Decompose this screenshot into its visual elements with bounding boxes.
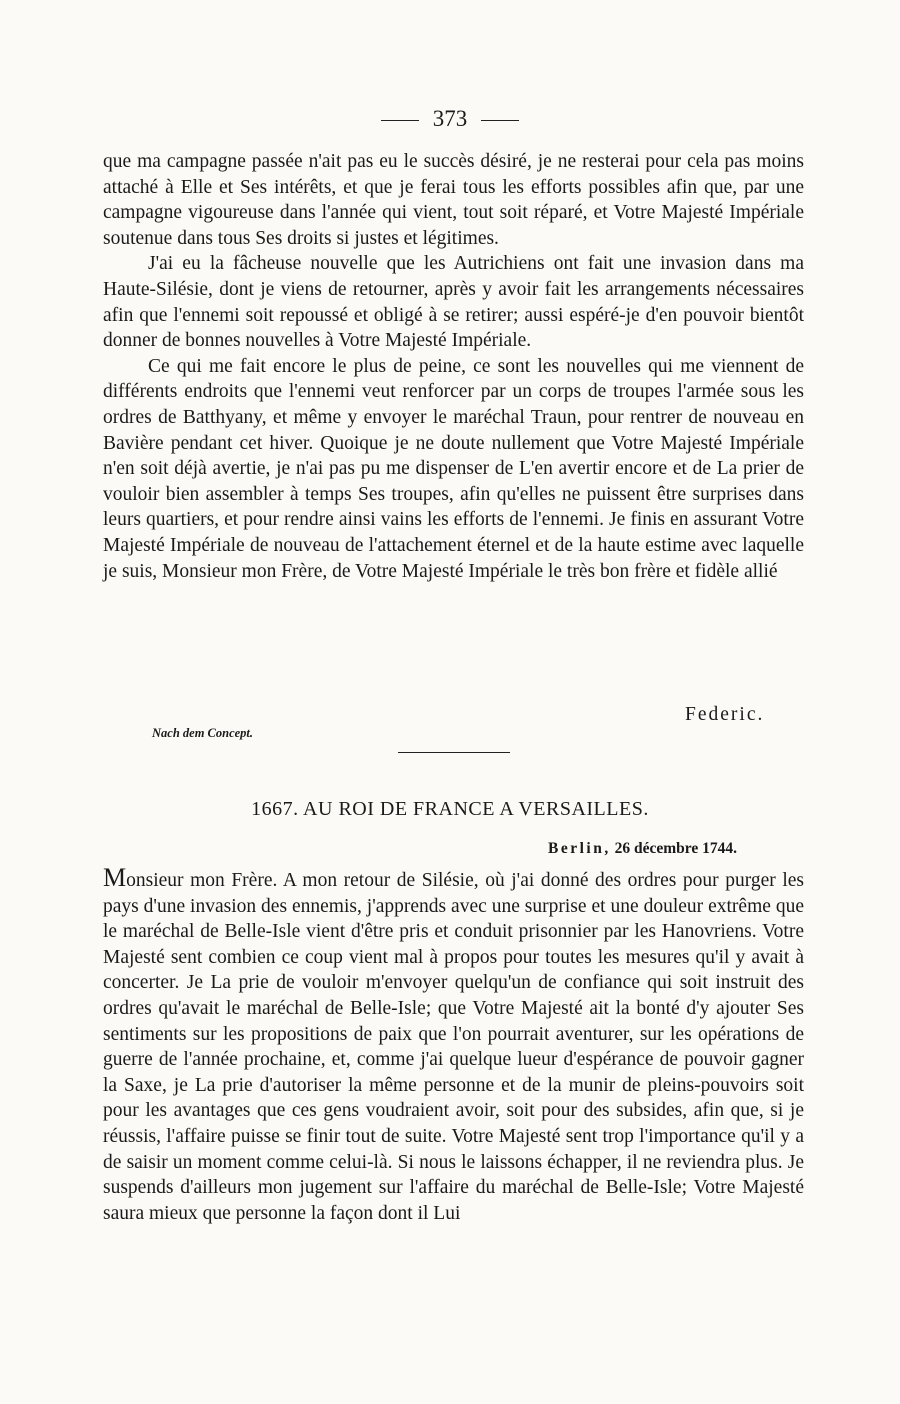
source-note: Nach dem Concept. [152, 726, 254, 740]
header-rule-right [481, 120, 519, 121]
header-rule-left [381, 120, 419, 121]
letter-1-paragraph: que ma campagne passée n'ait pas eu le succès désiré, je ne resterai pour cela pas moins attaché à Elle et Ses intérêts, et que je ferai tous les efforts possibles afin que, par une campagne vigoureuse dans l'année qui vient, tout soit réparé, et Votre Majesté Impériale soutenue dans tous Ses droits si justes et légitimes. [103, 151, 804, 249]
letter-1-signature: Federic. [685, 704, 765, 725]
letter-1-paragraph: J'ai eu la fâcheuse nouvelle que les Autrichiens ont fait une invasion dans ma Haute-Silésie, dont je viens de retourner, après y avoir fait les arrangements nécessaires afin que l'ennemi soit repoussé et obligé à se retirer; aussi espéré-je d'en pouvoir bientôt donner de bonnes nouvelles à Votre Majesté Impériale. [103, 253, 804, 352]
drop-cap: M [103, 863, 127, 892]
letter-2-dateline [548, 840, 737, 858]
dateline-date: 26 décembre 1744. [614, 840, 737, 857]
page-number: 373 [432, 106, 468, 131]
letter-2-body [103, 865, 804, 1226]
letter-1-paragraph: Ce qui me fait encore le plus de peine, ce sont les nouvelles qui me viennent de différents endroits que l'ennemi veut renforcer par un corps de troupes l'armée sous les ordres de Batthyany, et même y envoyer le maréchal Traun, pour rentrer de nouveau en Bavière pendant cet hiver. Quoique je ne doute nullement que Votre Majesté Impériale n'en soit déjà avertie, je n'ai pas pu me dispenser de L'en avertir encore et de La prier de vouloir bien assembler à temps Ses troupes, afin qu'elles ne puissent être surprises dans leurs quartiers, et pour rendre ainsi vains les efforts de l'ennemi. Je finis en assurant Votre Majesté Impériale de nouveau de l'attachement éternel et de la haute estime avec laquelle je suis, Monsieur mon Frère, de Votre Majesté Impériale le très bon frère et fidèle allié [103, 355, 804, 582]
letter-2-text: onsieur mon Frère. A mon retour de Silésie, où j'ai donné des ordres pour purger les pays d'une invasion des ennemis, j'apprends avec une surprise et une douleur extrême que le maréchal de Belle-Isle vient d'être pris et conduit prisonnier par les Hanovriens. Votre Majesté sent combien ce coup vient mal à propos pour toutes les mesures qu'il y avait à concerter. Je La prie de vouloir m'envoyer quelqu'un de confiance qui soit instruit des ordres qu'avait le maréchal de Belle-Isle; que Votre Majesté ait la bonté d'y ajouter Ses sentiments sur les propositions de paix que l'on pourrait aventurer, sur les opérations de guerre de l'année prochaine, et, comme j'ai quelque lueur d'espérance de pouvoir gagner la Saxe, je La prie d'autoriser la même personne et de la munir de pleins-pouvoirs soit pour les avantages que ces gens voudraient avoir, soit pour des subsides, afin que, si je réussis, l'affaire puisse se finir tout de suite. Votre Majesté sent trop l'importance qu'il y a de saisir un moment comme celui-là. Si nous le laissons échapper, il ne reviendra plus. Je suspends d'ailleurs mon jugement sur l'affaire du maréchal de Belle-Isle; Votre Majesté saura mieux que personne la façon dont il Lui [103, 870, 804, 1224]
page-header [0, 104, 900, 134]
section-divider [398, 752, 510, 753]
dateline-place: Berlin, [548, 840, 611, 857]
letter-2-heading: 1667. AU ROI DE FRANCE A VERSAILLES. [251, 798, 649, 820]
letter-2-paragraph [103, 865, 804, 1226]
letter-1-body [103, 149, 804, 584]
